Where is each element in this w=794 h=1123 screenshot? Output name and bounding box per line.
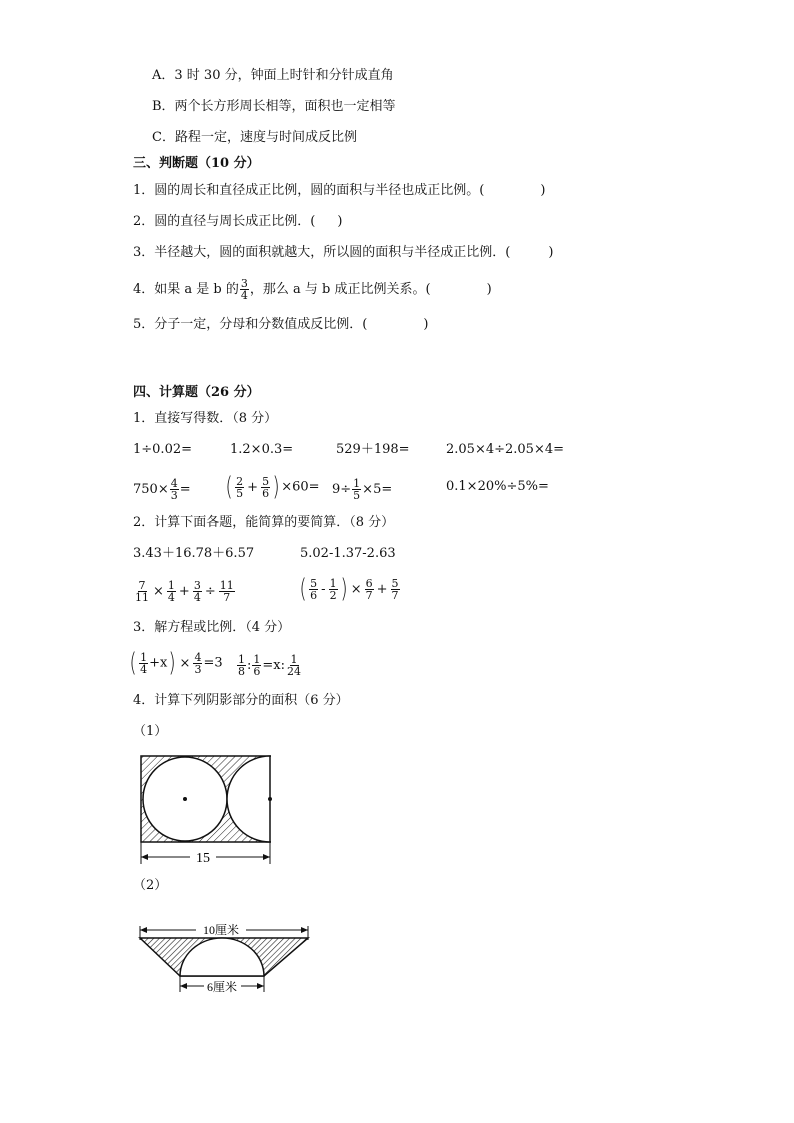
- fig1-label: （1）: [133, 724, 168, 739]
- calc-p1-r2-d: 0.1×20%÷5%=: [446, 479, 549, 494]
- figure-1-dimension: 15: [196, 851, 210, 866]
- calc-p4-title: 4．计算下列阴影部分的面积（6 分）: [133, 693, 349, 708]
- option-c: C．路程一定，速度与时间成反比例: [152, 130, 357, 145]
- calc-p1-r1-b: 1.2×0.3=: [230, 442, 294, 457]
- calc-p2-e1: 3.43＋16.78＋6.57: [133, 546, 255, 561]
- option-a: A．3 时 30 分，钟面上时针和分针成直角: [152, 68, 394, 83]
- calc-p1-r1-a: 1÷0.02=: [133, 442, 193, 457]
- figure-2-top-dimension: 10厘米: [202, 923, 240, 937]
- judge-q1-text: 1．圆的周长和直径成正比例，圆的面积与半径也成正比例。(: [133, 183, 485, 198]
- calc-p1-title: 1．直接写得数．（8 分）: [133, 411, 278, 426]
- calc-p3-eq2: $\frac{1}{8}$ : $\frac{1}{6}$ =x: $\frac{1}{24}$: [238, 653, 301, 678]
- calc-p3-title: 3．解方程或比例．（4 分）: [133, 620, 291, 635]
- judge-q4: [133, 278, 492, 301]
- judge-q5: [133, 316, 428, 334]
- judge-q3: [133, 244, 553, 262]
- section4-title: 四、计算题（26 分）: [133, 385, 260, 400]
- calc-p3-eq1: ( $\frac{1}{4}$ +x) × $\frac{4}{3}$ =3: [129, 648, 223, 678]
- judge-q4-close: ): [486, 282, 492, 297]
- option-b: B．两个长方形周长相等，面积也一定相等: [152, 99, 396, 114]
- calc-p2-title: 2．计算下面各题，能简算的要简算．（8 分）: [133, 515, 395, 530]
- fig2-label: （2）: [133, 878, 168, 893]
- judge-q2-close: ): [337, 214, 343, 229]
- judge-q4-pre: 4．如果 a 是 b 的: [133, 282, 239, 297]
- calc-p1-r2-a: 750× $\frac{4}{3}$ =: [133, 477, 191, 502]
- figure-1-shaded-area: [130, 748, 280, 870]
- judge-q3-text: 3．半径越大，圆的面积就越大，所以圆的面积与半径成正比例．(: [133, 245, 511, 260]
- calc-p2-e2: 5.02-1.37-2.63: [300, 546, 396, 561]
- judge-q3-close: ): [548, 245, 554, 260]
- calc-p1-r1-c: 529＋198=: [336, 442, 410, 457]
- judge-q4-post: ，那么 a 与 b 成正比例关系。(: [249, 282, 431, 297]
- judge-q1: [133, 182, 545, 200]
- judge-q2: [133, 213, 342, 231]
- judge-q1-close: ): [540, 183, 546, 198]
- judge-q5-close: ): [423, 317, 429, 332]
- judge-q4-fraction: $\frac{3}{4}$: [240, 277, 248, 302]
- calc-p2-e3: $\frac{7}{11}$ × $\frac{1}{4}$ + $\frac{3}{4}$ ÷ $\frac{11}{7}$: [135, 579, 234, 604]
- figure-2-bottom-dimension: 6厘米: [206, 980, 238, 994]
- calc-p2-e4: ( $\frac{5}{6}$ - $\frac{1}{2}$ ) × $\frac{6}{7}$ + $\frac{5}{7}$: [299, 574, 399, 604]
- judge-q2-text: 2．圆的直径与周长成正比例．(: [133, 214, 316, 229]
- calc-p1-r2-b: ( $\frac{2}{5}$ + $\frac{5}{6}$ ) ×60=: [225, 472, 320, 502]
- judge-q5-text: 5．分子一定，分母和分数值成反比例．(: [133, 317, 368, 332]
- calc-p1-r2-c: 9÷ $\frac{1}{5}$ ×5=: [332, 477, 393, 502]
- section3-title: 三、判断题（10 分）: [133, 156, 260, 171]
- calc-p1-r1-d: 2.05×4÷2.05×4=: [446, 442, 565, 457]
- figure-2-shaded-area: [134, 918, 314, 998]
